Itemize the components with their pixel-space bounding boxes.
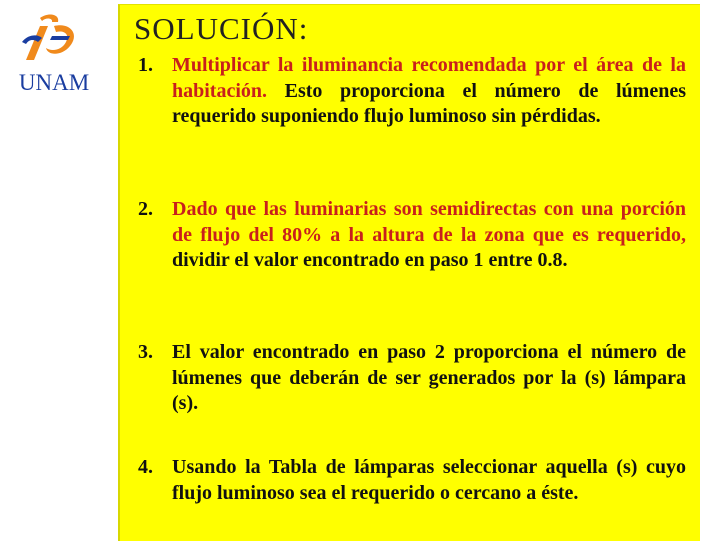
list-item	[138, 455, 686, 506]
item-text-rest: El valor encontrado en paso 2 proporciona el número de lúmenes que deberán de ser generados por la (s) lámpara (s).	[172, 341, 686, 414]
item-text-highlight: Multiplicar la iluminancia recomendada por el área de la habitación.	[172, 54, 686, 102]
logo	[8, 12, 100, 95]
item-text-rest: dividir el valor encontrado en paso 1 entre 0.8.	[172, 249, 568, 271]
list-item	[138, 197, 686, 274]
page-title: SOLUCIÓN:	[134, 11, 309, 46]
solution-panel	[118, 4, 700, 541]
item-text	[172, 197, 686, 274]
item-text	[172, 340, 686, 417]
item-text	[172, 455, 686, 506]
logo-text: UNAM	[18, 70, 90, 95]
item-number: 3.	[138, 341, 153, 363]
item-number: 1.	[138, 54, 153, 76]
item-text-rest: Usando la Tabla de lámparas seleccionar aquella (s) cuyo flujo luminoso sea el requerido o cercano a éste.	[172, 456, 686, 504]
item-text-highlight: Dado que las luminarias son semidirectas con una porción de flujo del 80% a la altura de la zona que es requerido,	[172, 198, 686, 246]
list-item	[138, 53, 686, 130]
unam-fes-logo-icon	[18, 12, 84, 68]
item-text-rest: Esto proporciona el número de lúmenes requerido suponiendo flujo luminoso sin pérdidas.	[172, 79, 686, 127]
item-text	[172, 53, 686, 130]
item-number: 4.	[138, 456, 153, 478]
list-item	[138, 340, 686, 417]
item-number: 2.	[138, 198, 153, 220]
